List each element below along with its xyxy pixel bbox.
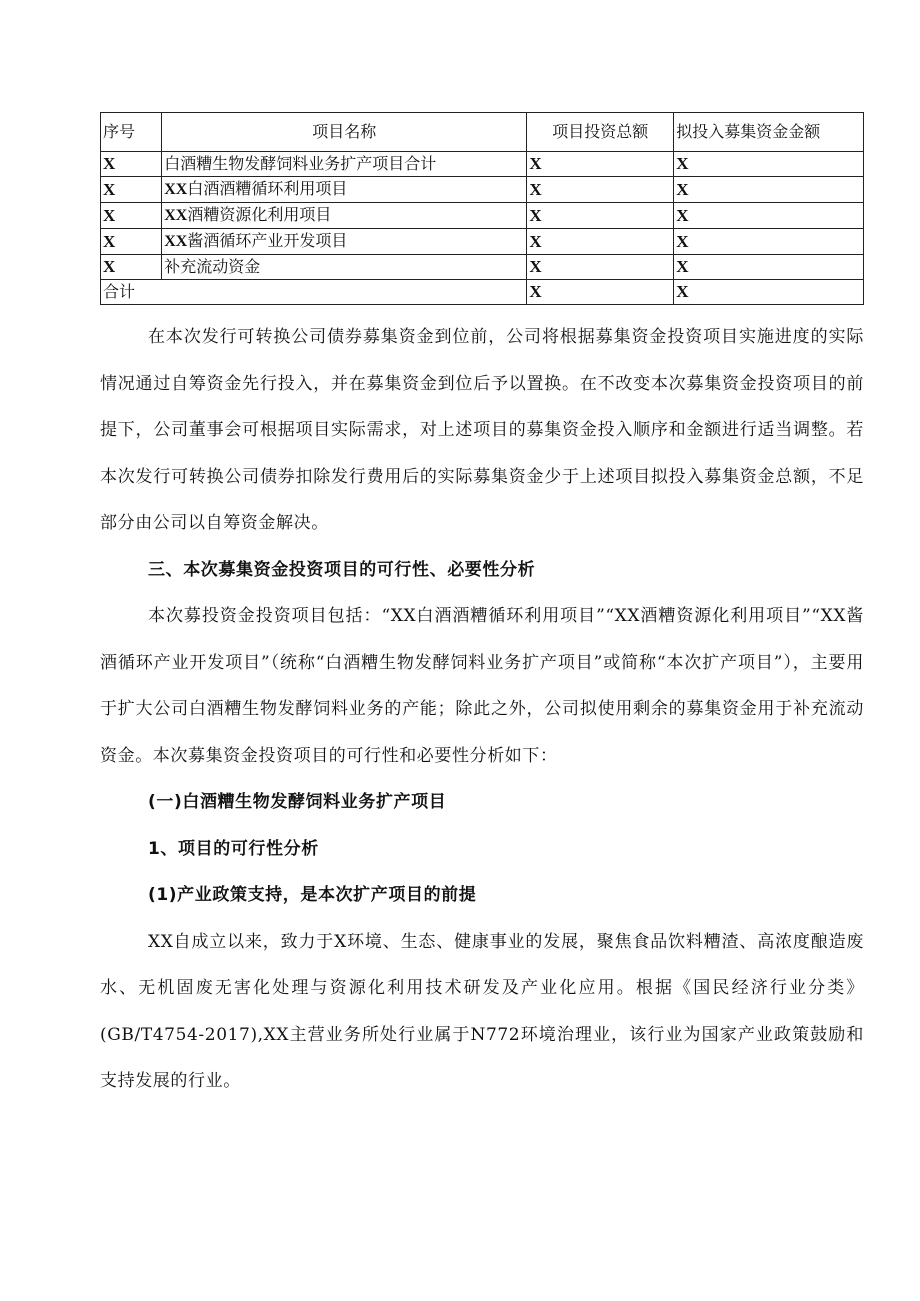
subsection-heading-feasibility-analysis: 1、项目的可行性分析 xyxy=(148,838,319,859)
row-total: X xyxy=(527,255,674,280)
table-row xyxy=(101,255,864,280)
row-total: X xyxy=(527,203,674,229)
header-project-name: 项目名称 xyxy=(162,113,527,152)
row-raise: X xyxy=(674,203,864,229)
total-label: 合计 xyxy=(101,280,527,305)
row-project-name xyxy=(162,203,527,229)
total-raise-value: X xyxy=(674,280,864,305)
project-prefix: XX xyxy=(164,233,188,250)
row-serial: X xyxy=(101,229,162,255)
table-row xyxy=(101,152,864,177)
total-investment-value: X xyxy=(527,280,674,305)
paragraph-industry-policy: XX自成立以来，致力于X环境、生态、健康事业的发展，聚焦食品饮料糟渣、高浓度酿造废水、无机固废无害化处理与资源化利用技术研发及产业化应用。根据《国民经济行业分类》(GB/T4754-2017),XX主营业务所处行业属于N772环境治理业，该行业为国家产业政策鼓励和支持发展的行业。 xyxy=(100,931,864,1091)
fund-allocation-table-container xyxy=(100,112,864,305)
project-name-text: 酒糟资源化利用项目 xyxy=(187,205,332,224)
row-serial: X xyxy=(101,203,162,229)
project-prefix: XX xyxy=(164,207,188,224)
row-project-name: 补充流动资金 xyxy=(162,255,527,280)
row-raise: X xyxy=(674,255,864,280)
project-prefix: XX xyxy=(164,181,188,198)
row-serial: X xyxy=(101,152,162,177)
row-total: X xyxy=(527,229,674,255)
row-project-name: 白酒糟生物发酵饲料业务扩产项目合计 xyxy=(162,152,527,177)
subsection-heading-expansion: (一)白酒糟生物发酵饲料业务扩产项目 xyxy=(148,792,447,812)
project-name-text: 酱酒循环产业开发项目 xyxy=(187,231,348,250)
table-header-row xyxy=(101,113,864,152)
row-total: X xyxy=(527,177,674,203)
table-row xyxy=(101,203,864,229)
header-total-investment: 项目投资总额 xyxy=(527,113,674,152)
row-project-name xyxy=(162,177,527,203)
paragraph-project-scope: 本次募投资金投资项目包括：“XX白酒酒糟循环利用项目”“XX酒糟资源化利用项目”“XX酱酒循环产业开发项目”（统称“白酒糟生物发酵饲料业务扩产项目”或简称“本次扩产项目”），主要用于扩大公司白酒糟生物发酵饲料业务的产能；除此之外，公司拟使用剩余的募集资金用于补充流动资金。本次募集资金投资项目的可行性和必要性分析如下： xyxy=(100,606,864,766)
row-serial: X xyxy=(101,177,162,203)
project-name-text: 白酒酒糟循环利用项目 xyxy=(187,179,348,198)
row-raise: X xyxy=(674,229,864,255)
fund-allocation-table xyxy=(100,112,864,305)
row-raise: X xyxy=(674,152,864,177)
table-row xyxy=(101,229,864,255)
paragraph-fund-replacement: 在本次发行可转换公司债券募集资金到位前，公司将根据募集资金投资项目实施进度的实际情况通过自筹资金先行投入，并在募集资金到位后予以置换。在不改变本次募集资金投资项目的前提下，公司董事会可根据项目实际需求，对上述项目的募集资金投入顺序和金额进行适当调整。若本次发行可转换公司债券扣除发行费用后的实际募集资金少于上述项目拟投入募集资金总额，不足部分由公司以自筹资金解决。 xyxy=(100,327,864,533)
table-total-row xyxy=(101,280,864,305)
row-raise: X xyxy=(674,177,864,203)
table-row xyxy=(101,177,864,203)
row-serial: X xyxy=(101,255,162,280)
subsection-heading-policy-support: (1)产业政策支持，是本次扩产项目的前提 xyxy=(148,885,477,905)
section-heading-feasibility: 三、本次募集资金投资项目的可行性、必要性分析 xyxy=(148,559,536,580)
row-project-name xyxy=(162,229,527,255)
body-text xyxy=(100,314,864,1105)
header-raised-funds: 拟投入募集资金金额 xyxy=(674,113,864,152)
header-serial: 序号 xyxy=(101,113,162,152)
row-total: X xyxy=(527,152,674,177)
